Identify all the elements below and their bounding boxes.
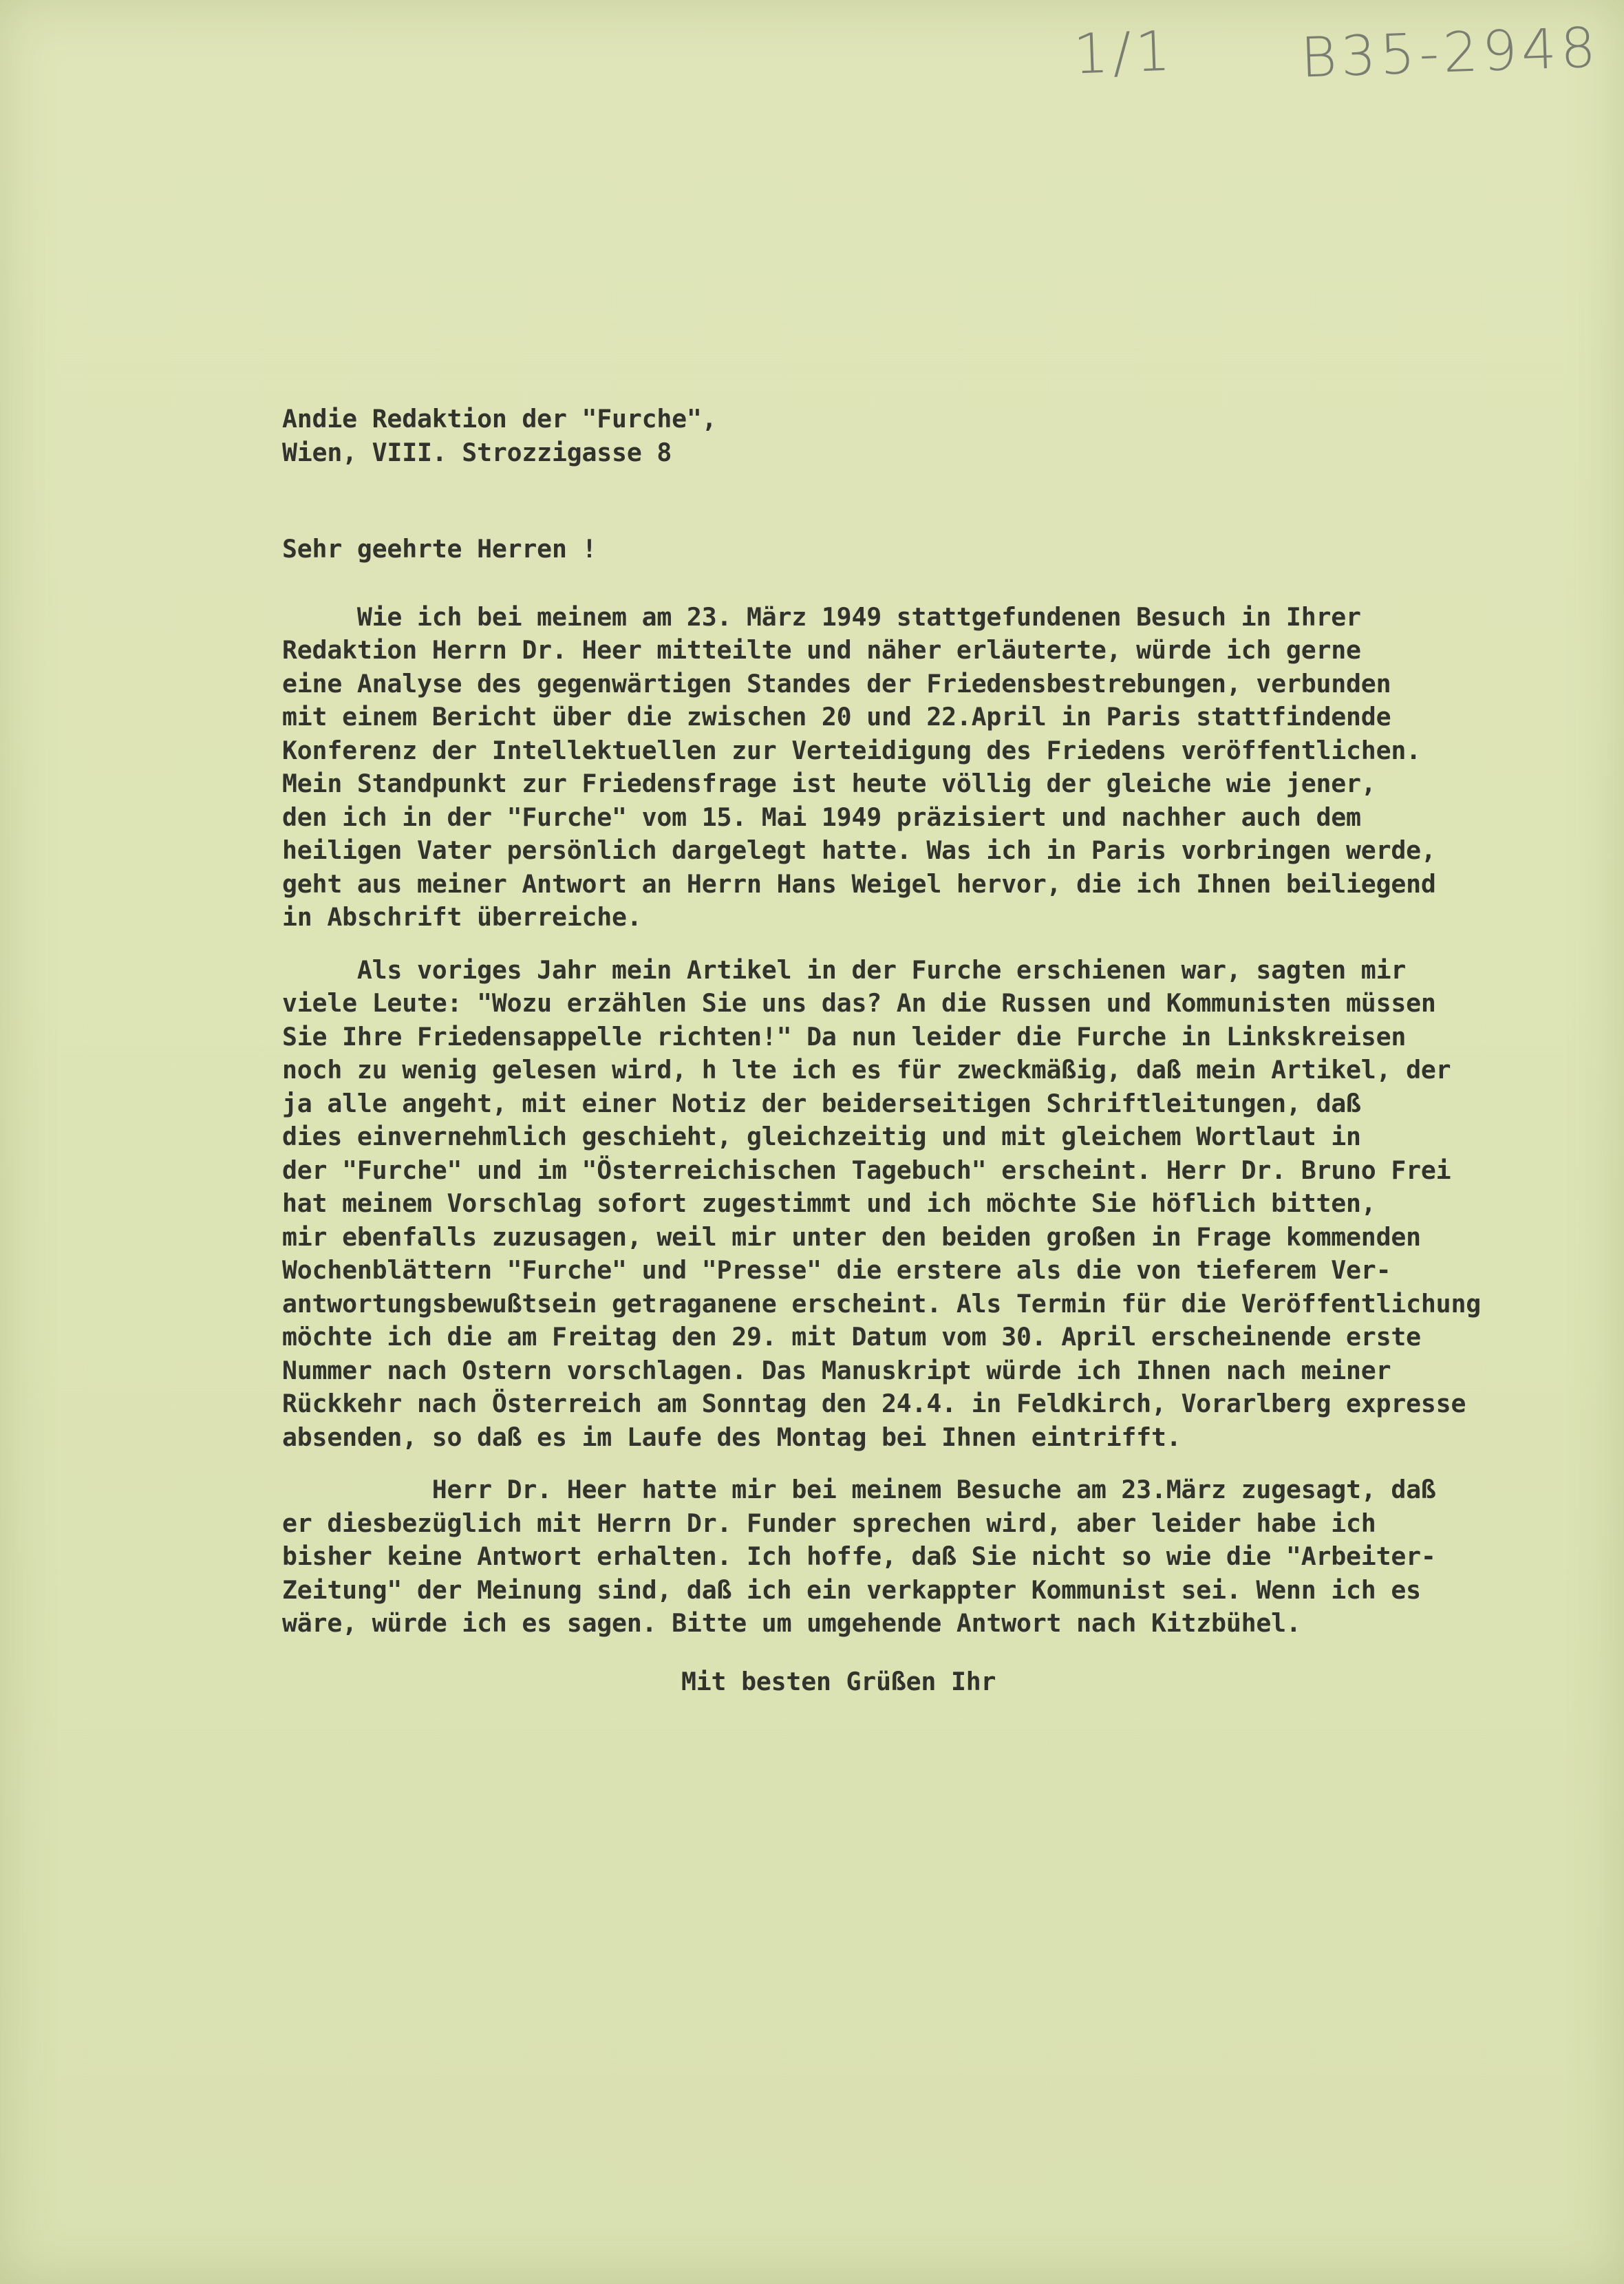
text-line: dies einvernehmlich geschieht, gleichzeitig und mit gleichem Wortlaut in <box>282 1122 1361 1151</box>
text-line: möchte ich die am Freitag den 29. mit Datum vom 30. April erscheinende erste <box>282 1322 1421 1352</box>
text-line: Wochenblättern "Furche" und "Presse" die erstere als die von tieferem Ver- <box>282 1255 1391 1285</box>
text-line: Herr Dr. Heer hatte mir bei meinem Besuche am 23.März zugesagt, daß <box>282 1475 1436 1504</box>
text-line: Sie Ihre Friedensappelle richten!" Da nun leider die Furche in Linkskreisen <box>282 1021 1407 1052</box>
text-line: eine Analyse des gegenwärtigen Standes der Friedensbestrebungen, verbunden <box>282 668 1391 698</box>
paragraph-1 <box>282 601 1576 935</box>
text-line: noch zu wenig gelesen wird, h lte ich es für zweckmäßig, daß mein Artikel, der <box>282 1055 1451 1085</box>
text-line: den ich in der "Furche" vom 15. Mai 1949 präzisiert und nachher auch dem <box>282 802 1361 832</box>
letter-body <box>282 403 1576 1698</box>
text-line: antwortungsbewußtsein getraganene erscheint. Als Termin für die Veröffentlichung <box>282 1288 1481 1319</box>
text-line: absenden, so daß es im Laufe des Montag bei Ihnen eintrifft. <box>282 1422 1182 1452</box>
text-line: Konferenz der Intellektuellen zur Verteidigung des Friedens veröffentlichen. <box>282 735 1421 765</box>
address-line: Wien, VIII. Strozzigasse 8 <box>282 437 672 467</box>
text-line: Wie ich bei meinem am 23. März 1949 stattgefundenen Besuch in Ihrer <box>282 601 1361 632</box>
text-line: in Abschrift überreiche. <box>282 902 642 932</box>
text-line: bisher keine Antwort erhalten. Ich hoffe, daß Sie nicht so wie die "Arbeiter- <box>282 1541 1436 1571</box>
archive-reference-mark: B35-2948 <box>1299 15 1601 90</box>
text-line: er diesbezüglich mit Herrn Dr. Funder sprechen wird, aber leider habe ich <box>282 1508 1376 1538</box>
text-line: Als voriges Jahr mein Artikel in der Furche erschienen war, sagten mir <box>282 954 1407 985</box>
text-line: ja alle angeht, mit einer Notiz der beiderseitigen Schriftleitungen, daß <box>282 1088 1361 1118</box>
text-line: hat meinem Vorschlag sofort zugestimmt und ich möchte Sie höflich bitten, <box>282 1188 1376 1218</box>
page-number-mark: 1/1 <box>1072 19 1176 87</box>
paragraph-3 <box>282 1473 1576 1641</box>
text-line: der "Furche" und im "Österreichischen Tagebuch" erscheint. Herr Dr. Bruno Frei <box>282 1155 1451 1185</box>
text-line: viele Leute: "Wozu erzählen Sie uns das? An die Russen und Kommunisten müssen <box>282 988 1436 1018</box>
text-line: Zeitung" der Meinung sind, daß ich ein verkappter Kommunist sei. Wenn ich es <box>282 1575 1421 1605</box>
text-line: mit einem Bericht über die zwischen 20 und 22.April in Paris stattfindende <box>282 702 1391 732</box>
text-line: geht aus meiner Antwort an Herrn Hans Weigel hervor, die ich Ihnen beiliegend <box>282 868 1436 899</box>
text-line: Rückkehr nach Österreich am Sonntag den 24.4. in Feldkirch, Vorarlberg expresse <box>282 1389 1466 1418</box>
salutation: Sehr geehrte Herren ! <box>282 534 597 564</box>
paragraph-2 <box>282 954 1576 1455</box>
closing-greeting: Mit besten Grüßen Ihr <box>681 1666 996 1696</box>
text-line: Nummer nach Ostern vorschlagen. Das Manuskript würde ich Ihnen nach meiner <box>282 1355 1391 1385</box>
text-line: mir ebenfalls zuzusagen, weil mir unter den beiden großen in Frage kommenden <box>282 1221 1421 1252</box>
address-line: Andie Redaktion der "Furche", <box>282 404 717 434</box>
text-line: heiligen Vater persönlich dargelegt hatte. Was ich in Paris vorbringen werde, <box>282 835 1436 865</box>
text-line: wäre, würde ich es sagen. Bitte um umgehende Antwort nach Kitzbühel. <box>282 1608 1301 1638</box>
text-line: Mein Standpunkt zur Friedensfrage ist heute völlig der gleiche wie jener, <box>282 769 1376 798</box>
text-line: Redaktion Herrn Dr. Heer mitteilte und näher erläuterte, würde ich gerne <box>282 635 1361 665</box>
recipient-address <box>282 403 1576 469</box>
